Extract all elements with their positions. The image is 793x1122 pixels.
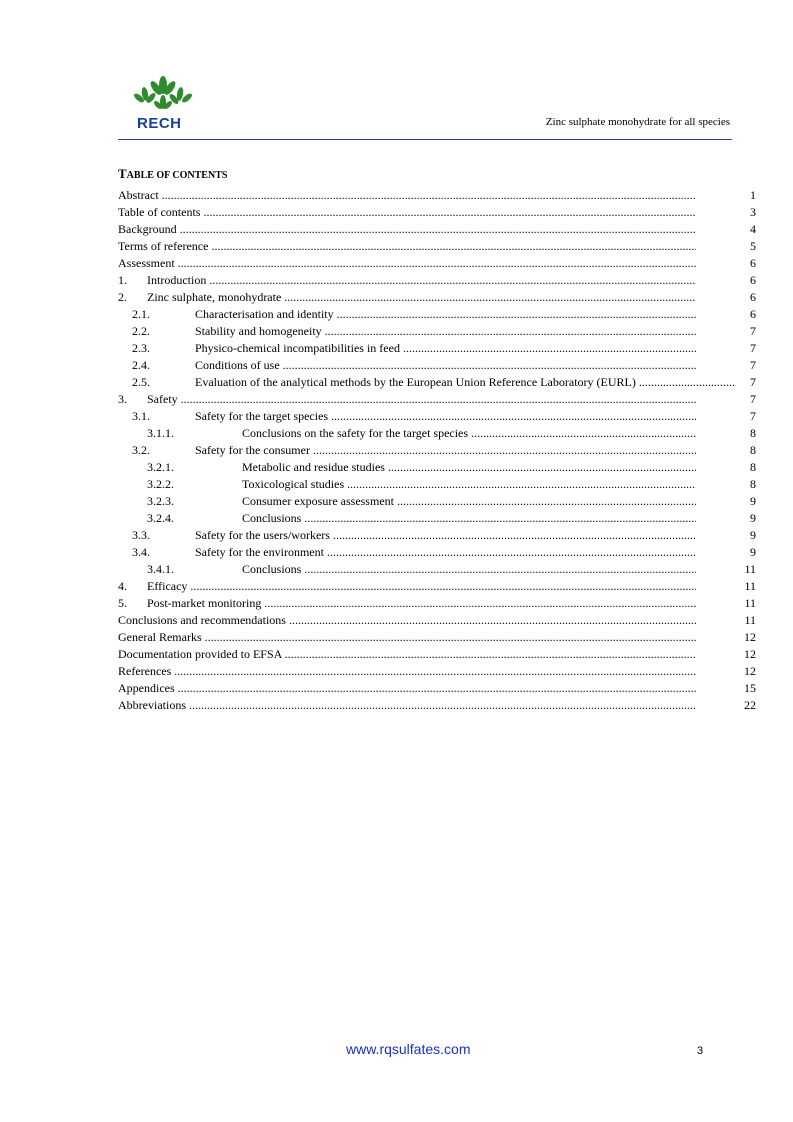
toc-entry[interactable] bbox=[118, 459, 756, 475]
toc-entry[interactable] bbox=[118, 663, 756, 679]
toc-entry-title: Conditions of use ..... bbox=[195, 357, 696, 373]
toc-entry-page: 9 bbox=[750, 545, 756, 559]
toc-entry-title: Stability and homogeneity ..... bbox=[195, 323, 696, 339]
leaf-cluster-icon bbox=[132, 76, 194, 116]
toc-entry[interactable] bbox=[118, 442, 756, 458]
toc-entry-page: 9 bbox=[750, 511, 756, 525]
toc-entry[interactable] bbox=[118, 357, 756, 373]
toc-entry[interactable] bbox=[118, 187, 756, 203]
toc-entry-page: 8 bbox=[750, 460, 756, 474]
document-title: Zinc sulphate monohydrate for all species bbox=[545, 116, 730, 128]
toc-entry-title: Terms of reference ..... bbox=[118, 238, 696, 254]
toc-entry[interactable] bbox=[118, 595, 756, 611]
footer-website-link[interactable]: www.rqsulfates.com bbox=[346, 1041, 471, 1057]
toc-entry-page: 11 bbox=[744, 579, 756, 593]
toc-entry[interactable] bbox=[118, 680, 756, 696]
toc-entry-page: 11 bbox=[744, 562, 756, 576]
toc-entry-page: 6 bbox=[750, 307, 756, 321]
toc-entry-title: Physico-chemical incompatibilities in feed ..... bbox=[195, 340, 696, 356]
toc-entry-title: Conclusions ..... bbox=[242, 510, 696, 526]
toc-entry-number: 2.1. bbox=[132, 307, 150, 321]
toc-entry[interactable] bbox=[118, 493, 756, 509]
toc-entry-number: 4. bbox=[118, 579, 127, 593]
toc-entry-title: Table of contents ..... bbox=[118, 204, 696, 220]
toc-entry-title: Safety for the consumer ..... bbox=[195, 442, 696, 458]
toc-entry[interactable] bbox=[118, 204, 756, 220]
toc-entry-number: 3.2.2. bbox=[147, 477, 174, 491]
toc-heading bbox=[118, 166, 227, 182]
toc-entry-number: 2.4. bbox=[132, 358, 150, 372]
toc-entry-page: 5 bbox=[750, 239, 756, 253]
toc-entry-title: Background ..... bbox=[118, 221, 696, 237]
toc-entry[interactable] bbox=[118, 612, 756, 628]
toc-entry-title: Safety for the environment ..... bbox=[195, 544, 696, 560]
toc-entry-page: 7 bbox=[750, 341, 756, 355]
toc-entry-title: Zinc sulphate, monohydrate ..... bbox=[147, 289, 696, 305]
toc-entry-number: 2. bbox=[118, 290, 127, 304]
toc-entry-number: 2.5. bbox=[132, 375, 150, 389]
logo-wordmark: RECH bbox=[137, 115, 182, 132]
toc-entry[interactable] bbox=[118, 578, 756, 594]
toc-entry[interactable] bbox=[118, 374, 756, 390]
toc-entry-page: 7 bbox=[750, 358, 756, 372]
toc-heading-rest: ABLE OF CONTENTS bbox=[126, 170, 228, 181]
toc-entry-title: Consumer exposure assessment ..... bbox=[242, 493, 696, 509]
toc-entry-page: 7 bbox=[750, 392, 756, 406]
toc-entry-number: 2.2. bbox=[132, 324, 150, 338]
toc-entry-number: 3.1.1. bbox=[147, 426, 174, 440]
toc-entry-number: 3.2.3. bbox=[147, 494, 174, 508]
toc-entry-page: 12 bbox=[744, 630, 756, 644]
toc-entry[interactable] bbox=[118, 272, 756, 288]
toc-entry-title: Metabolic and residue studies ..... bbox=[242, 459, 696, 475]
toc-entry-page: 15 bbox=[744, 681, 756, 695]
toc-entry[interactable] bbox=[118, 544, 756, 560]
toc-entry[interactable] bbox=[118, 255, 756, 271]
toc-entry-title: General Remarks ..... bbox=[118, 629, 696, 645]
toc-entry-page: 1 bbox=[750, 188, 756, 202]
toc-entry-number: 5. bbox=[118, 596, 127, 610]
toc-entry-number: 3. bbox=[118, 392, 127, 406]
toc-entry-page: 8 bbox=[750, 426, 756, 440]
toc-entry-page: 12 bbox=[744, 664, 756, 678]
toc-entry-title: Assessment ..... bbox=[118, 255, 696, 271]
toc-heading-initial: T bbox=[118, 166, 127, 181]
toc-entry-page: 12 bbox=[744, 647, 756, 661]
toc-entry[interactable] bbox=[118, 323, 756, 339]
toc-entry-number: 3.2.1. bbox=[147, 460, 174, 474]
toc-entry-title: Characterisation and identity ..... bbox=[195, 306, 696, 322]
toc-entry-number: 2.3. bbox=[132, 341, 150, 355]
toc-entry-page: 8 bbox=[750, 443, 756, 457]
toc-entry[interactable] bbox=[118, 306, 756, 322]
toc-entry-title: Documentation provided to EFSA ..... bbox=[118, 646, 696, 662]
toc-entry-page: 9 bbox=[750, 528, 756, 542]
toc-entry-number: 3.2. bbox=[132, 443, 150, 457]
toc-entry-page: 22 bbox=[744, 698, 756, 712]
toc-entry-title: References ..... bbox=[118, 663, 696, 679]
toc-entry-title: Safety for the target species ..... bbox=[195, 408, 696, 424]
toc-entry-page: 7 bbox=[750, 324, 756, 338]
toc-entry-page: 6 bbox=[750, 290, 756, 304]
toc-entry-page: 8 bbox=[750, 477, 756, 491]
toc-entry-number: 3.4. bbox=[132, 545, 150, 559]
toc-entry[interactable] bbox=[118, 527, 756, 543]
toc-entry-title: Safety for the users/workers ..... bbox=[195, 527, 696, 543]
toc-entry[interactable] bbox=[118, 408, 756, 424]
toc-entry-page: 11 bbox=[744, 613, 756, 627]
toc-entry[interactable] bbox=[118, 289, 756, 305]
toc-entry-title: Toxicological studies ..... bbox=[242, 476, 696, 492]
toc-entry-title: Post-market monitoring ..... bbox=[147, 595, 696, 611]
toc-entry-number: 1. bbox=[118, 273, 127, 287]
toc-entry-page: 6 bbox=[750, 273, 756, 287]
toc-entry[interactable] bbox=[118, 646, 756, 662]
toc-entry-page: 4 bbox=[750, 222, 756, 236]
toc-entry-title: Conclusions on the safety for the target species ..... bbox=[242, 425, 696, 441]
toc-entry[interactable] bbox=[118, 238, 756, 254]
toc-entry-number: 3.1. bbox=[132, 409, 150, 423]
toc-entry-number: 3.2.4. bbox=[147, 511, 174, 525]
toc-entry-page: 7 bbox=[750, 409, 756, 423]
toc-entry-number: 3.3. bbox=[132, 528, 150, 542]
toc-entry-title: Efficacy ..... bbox=[147, 578, 696, 594]
toc-entry[interactable] bbox=[118, 221, 756, 237]
toc-entry-title: Conclusions ..... bbox=[242, 561, 696, 577]
toc-entry-page: 9 bbox=[750, 494, 756, 508]
toc-entry[interactable] bbox=[118, 629, 756, 645]
toc-entry-title: Appendices ..... bbox=[118, 680, 696, 696]
footer-page-number: 3 bbox=[697, 1045, 704, 1057]
toc-entry[interactable] bbox=[118, 510, 756, 526]
toc-entry[interactable] bbox=[118, 697, 756, 713]
header-divider bbox=[118, 139, 732, 140]
toc-entry-title: Conclusions and recommendations ..... bbox=[118, 612, 696, 628]
toc-entry[interactable] bbox=[118, 425, 756, 441]
toc-entry-title: Abbreviations ..... bbox=[118, 697, 696, 713]
toc-entry[interactable] bbox=[118, 391, 756, 407]
toc-entry-page: 6 bbox=[750, 256, 756, 270]
toc-entry-title: Introduction ..... bbox=[147, 272, 696, 288]
toc-entry-title: Safety ..... bbox=[147, 391, 696, 407]
toc-entry-page: 3 bbox=[750, 205, 756, 219]
toc-entry-title: Abstract ..... bbox=[118, 187, 696, 203]
toc-entry-number: 3.4.1. bbox=[147, 562, 174, 576]
toc-entry-page: 11 bbox=[744, 596, 756, 610]
toc-entry[interactable] bbox=[118, 340, 756, 356]
toc-entry-page: 7 bbox=[750, 375, 756, 389]
toc-entry[interactable] bbox=[118, 476, 756, 492]
toc-entry-title: Evaluation of the analytical methods by the European Union Reference Laboratory (EURL) ..... bbox=[195, 374, 736, 390]
toc-entry[interactable] bbox=[118, 561, 756, 577]
